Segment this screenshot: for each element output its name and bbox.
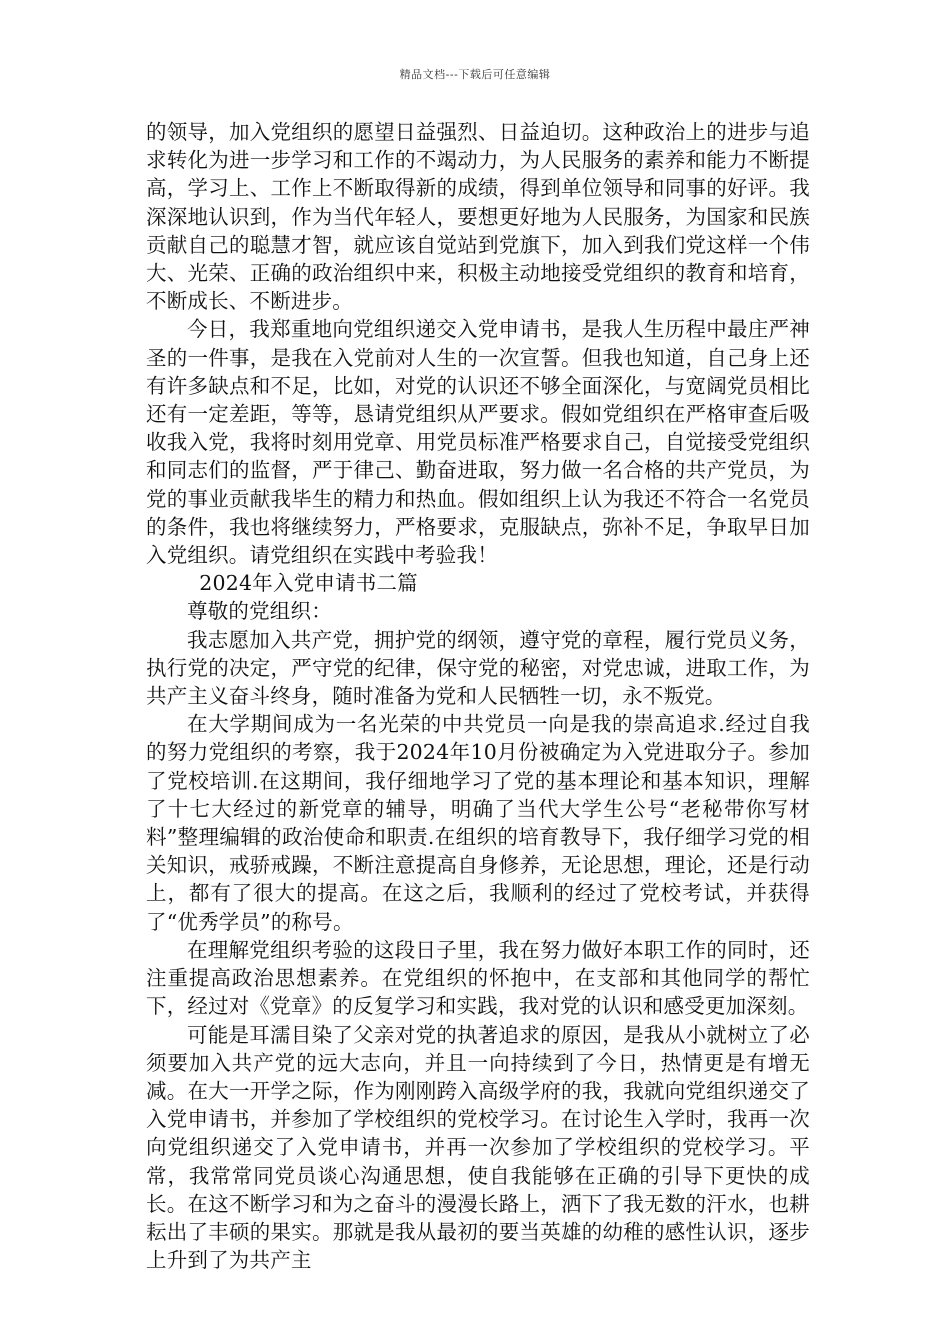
salutation: 尊敬的党组织： [187,599,332,624]
paragraph-continuation: 的领导，加入党组织的愿望日益强烈、日益迫切。这种政治上的进步与追求转化为进一步学习和工作的不竭动力，为人民服务的素养和能力不断提高，学习上、工作上不断取得新的成绩，得到单位领导和同事的好评。我深深地认识到，作为当代年轻人，要想更好地为人民服务，为国家和民族贡献自己的聪慧才智，就应该自觉站到党旗下，加入到我们党这样一个伟大、光荣、正确的政治组织中来，积极主动地接受党组织的教育和培育，不断成长、不断进步。 [146,120,810,314]
paragraph-volunteer-oath: 我志愿加入共产党，拥护党的纲领，遵守党的章程，履行党员义务，执行党的决定，严守党的纪律，保守党的秘密，对党忠诚，进取工作，为共产主义奋斗终身，随时准备为党和人民牺牲一切，永不叛党。 [146,627,810,709]
page-header: 精品文档---下载后可任意编辑 [399,68,551,81]
document-body [146,118,810,1274]
paragraph-university-pursuit: 在大学期间成为一名光荣的中共党员一向是我的崇高追求.经过自我的努力党组织的考察，我于2024年10月份被确定为入党进取分子。参加了党校培训.在这期间，我仔细地学习了党的基本理论和基本知识，理解了十七大经过的新党章的辅导，明确了当代大学生公号“老秘带你写材料”整理编辑的政治使命和职责.在组织的培育教导下，我仔细学习党的相关知识，戒骄戒躁，不断注意提高自身修养，无论思想，理论，还是行动上，都有了很大的提高。在这之后，我顺利的经过了党校考试，并获得了“优秀学员”的称号。 [146,712,810,934]
paragraph-application-pledge: 今日，我郑重地向党组织递交入党申请书，是我人生历程中最庄严神圣的一件事，是我在入党前对人生的一次宣誓。但我也知道，自己身上还有许多缺点和不足，比如，对党的认识还不够全面深化，与宽阔党员相比还有一定差距，等等，恳请党组织从严要求。假如党组织在严格审查后吸收我入党，我将时刻用党章、用党员标准严格要求自己，自觉接受党组织和同志们的监督，严于律己、勤奋进取，努力做一名合格的共产党员，为党的事业贡献我毕生的精力和热血。假如组织上认为我还不符合一名党员的条件，我也将继续努力，严格要求，克服缺点，弥补不足，争取早日加入党组织。请党组织在实践中考验我！ [146,317,810,568]
section-title: 2024年入党申请书二篇 [199,571,418,596]
paragraph-probation-period: 在理解党组织考验的这段日子里，我在努力做好本职工作的同时，还注重提高政治思想素养。在党组织的怀抱中，在支部和其他同学的帮忙下，经过对《党章》的反复学习和实践，我对党的认识和感受更加深刻。 [146,937,810,1019]
paragraph-father-influence: 可能是耳濡目染了父亲对党的执著追求的原因，是我从小就树立了必须要加入共产党的远大志向，并且一向持续到了今日，热情更是有增无减。在大一开学之际，作为刚刚跨入高级学府的我，我就向党组织递交了入党申请书，并参加了学校组织的党校学习。在讨论生入学时，我再一次向党组织递交了入党申请书，并再一次参加了学校组织的党校学习。平常，我常常同党员谈心沟通思想，使自我能够在正确的引导下更快的成长。在这不断学习和为之奋斗的漫漫长路上，洒下了我无数的汗水，也耕耘出了丰硕的果实。那就是我从最初的要当英雄的幼稚的感性认识，逐步上升到了为共产主 [146,1022,810,1273]
